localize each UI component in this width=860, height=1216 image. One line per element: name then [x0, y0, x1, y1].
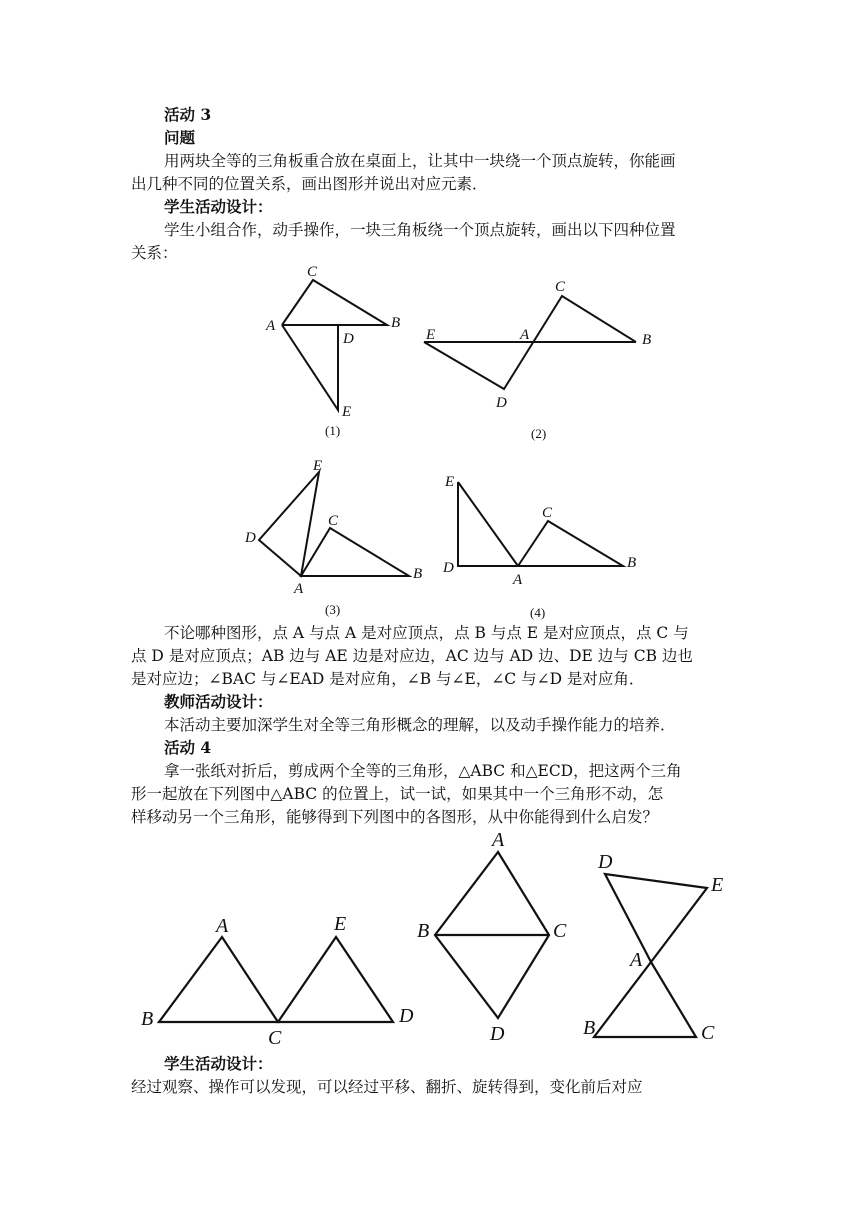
figure-4-label-a: A: [513, 572, 523, 588]
question-heading: 问题: [164, 128, 196, 147]
figure-1-label-a: A: [266, 318, 276, 334]
activity4-title: 活动 4: [164, 738, 212, 757]
activity4-figure-1-label-c: C: [268, 1027, 282, 1049]
figure-1-caption: (1): [325, 423, 341, 438]
figure-2-label-d: D: [496, 395, 507, 411]
figure-2-label-c: C: [555, 279, 566, 295]
figure-3-label-e: E: [313, 458, 323, 474]
activity4-figure-3-label-a: A: [630, 949, 643, 971]
figure-1-triangle-abc: [282, 280, 387, 325]
activity4-figure-3-label-c: C: [701, 1022, 715, 1044]
figure-2-label-a: A: [520, 327, 530, 343]
activity4-line-3: 样移动另一个三角形，能够得到下列图中的各图形，从中你能得到什么启发？: [131, 808, 659, 826]
figure-1-label-c: C: [307, 264, 318, 280]
figure-1-label-d: D: [343, 331, 354, 347]
figure-3-label-d: D: [245, 530, 256, 546]
activity4-figure-3-label-b: B: [583, 1017, 596, 1039]
activity4-figure-3-triangle-abc: [594, 962, 696, 1037]
figure-3-caption: (3): [325, 602, 341, 617]
figure-2-label-b: B: [642, 332, 652, 348]
figure-4-triangle-acb: [518, 521, 623, 566]
figure-2-polyline: [424, 296, 636, 389]
figure-4-caption: (4): [530, 605, 546, 620]
question-line-2: 出几种不同的位置关系，画出图形并说出对应元素．: [131, 175, 488, 193]
activity4-line-1: 拿一张纸对折后，剪成两个全等的三角形，△ABC 和△ECD，把这两个三角: [164, 762, 682, 780]
summary-line-2: 点 D 是对应顶点；AB 边与 AE 边是对应边，AC 边与 AD 边、DE 边与 CB 边也: [131, 647, 693, 665]
figure-4-label-c: C: [542, 505, 553, 521]
student-design-line-1: 学生小组合作，动手操作，一块三角板绕一个顶点旋转，画出以下四种位置: [164, 221, 676, 239]
figure-4-label-e: E: [445, 474, 455, 490]
activity4-figure-1-label-a: A: [216, 915, 229, 937]
activity4-figure-2-rhombus: [435, 852, 549, 1018]
figure-4-label-b: B: [627, 555, 637, 571]
figure-4-label-d: D: [443, 560, 454, 576]
figure-1-label-e: E: [342, 404, 352, 420]
figure-2-label-e: E: [426, 327, 436, 343]
summary-line-1: 不论哪种图形，点 A 与点 A 是对应顶点，点 B 与点 E 是对应顶点，点 C 与: [164, 624, 689, 642]
activity4-figure-1-triangle-abc: [159, 937, 278, 1022]
activity4-figure-2-label-a: A: [492, 829, 505, 851]
activity4-figure-2-label-b: B: [417, 920, 430, 942]
figure-2-caption: (2): [531, 426, 547, 441]
figure-1-triangle-ade: [282, 325, 338, 410]
activity4-line-2: 形一起放在下列图中△ABC 的位置上，试一试，如果其中一个三角形不动，怎: [131, 785, 664, 803]
activity4-figure-2-label-c: C: [553, 920, 567, 942]
teacher-design-line-1: 本活动主要加深学生对全等三角形概念的理解，以及动手操作能力的培养．: [164, 716, 676, 734]
teacher-design-heading: 教师活动设计：: [164, 692, 273, 711]
activity4-figure-1-label-d: D: [399, 1005, 414, 1027]
figure-3-label-a: A: [294, 581, 304, 597]
activity4-student-heading: 学生活动设计：: [164, 1054, 273, 1073]
figure-3-triangle-ade: [259, 472, 319, 576]
activity4-figure-1-label-b: B: [141, 1008, 154, 1030]
activity4-student-line-1: 经过观察、操作可以发现，可以经过平移、翻折、旋转得到，变化前后对应: [131, 1078, 643, 1096]
activity4-figure-1-triangle-ecd: [278, 937, 393, 1022]
figure-4-triangle-eda: [458, 482, 518, 566]
student-design-heading: 学生活动设计：: [164, 197, 273, 216]
figure-3-label-b: B: [413, 566, 423, 582]
activity4-figure-3-triangle-dae: [605, 874, 707, 962]
activity4-figure-2-label-d: D: [490, 1023, 505, 1045]
figure-3-label-c: C: [328, 513, 339, 529]
activity4-figure-3-label-d: D: [598, 851, 613, 873]
figure-1-label-b: B: [391, 315, 401, 331]
student-design-line-2: 关系：: [131, 244, 178, 262]
activity4-figure-1-label-e: E: [334, 913, 347, 935]
summary-line-3: 是对应边；∠BAC 与∠EAD 是对应角，∠B 与∠E，∠C 与∠D 是对应角．: [131, 670, 645, 688]
activity4-figure-3-label-e: E: [711, 874, 724, 896]
figure-3-triangle-acb: [301, 528, 409, 576]
question-line-1: 用两块全等的三角板重合放在桌面上，让其中一块绕一个顶点旋转，你能画: [164, 152, 676, 170]
activity3-title: 活动 3: [164, 105, 212, 124]
